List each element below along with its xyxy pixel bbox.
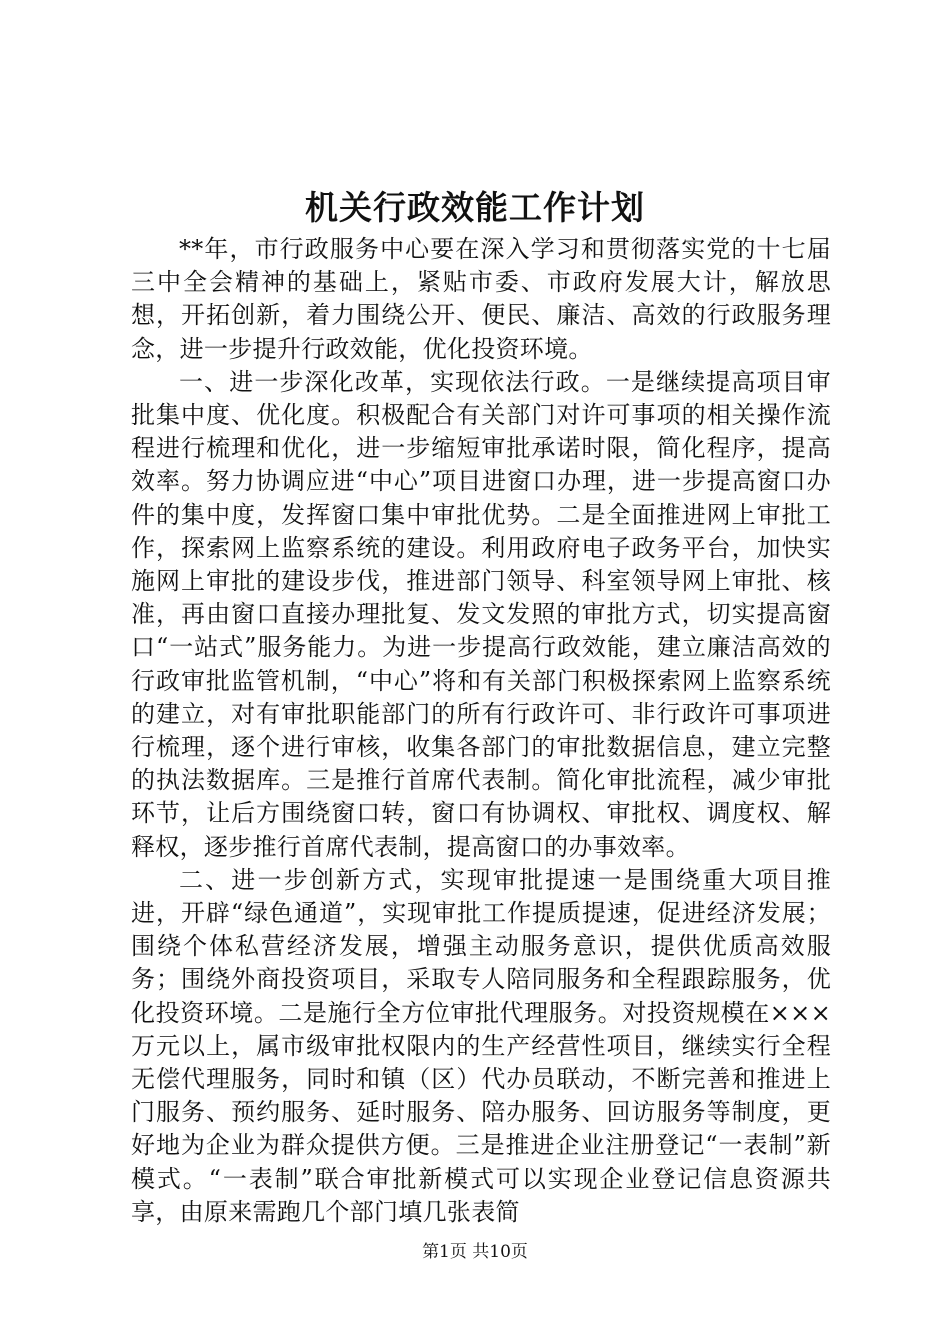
section-two-paragraph: 二、进一步创新方式，实现审批提速一是围绕重大项目推进，开辟“绿色通道”，实现审批工作提质提速，促进经济发展；围绕个体私营经济发展，增强主动服务意识，提供优质高效服务；围绕外商投资项目，采取专人陪同服务和全程跟踪服务，优化投资环境。二是施行全方位审批代理服务。对投资规模在×××万元以上，属市级审批权限内的生产经营性项目，继续实行全程无偿代理服务，同时和镇（区）代办员联动，不断完善和推进上门服务、预约服务、延时服务、陪办服务、回访服务等制度，更好地为企业为群众提供方便。三是推进企业注册登记“一表制”新模式。“一表制”联合审批新模式可以实现企业登记信息资源共享，由原来需跑几个部门填几张表简 xyxy=(131,865,831,1226)
page-number-footer: 第1页 共10页 xyxy=(422,1242,528,1262)
intro-paragraph: **年，市行政服务中心要在深入学习和贯彻落实党的十七届三中全会精神的基础上，紧贴市委、市政府发展大计，解放思想，开拓创新，着力围绕公开、便民、廉洁、高效的行政服务理念，进一步提升行政效能，优化投资环境。 xyxy=(131,235,831,363)
document-body xyxy=(131,233,831,1229)
section-one-paragraph: 一、进一步深化改革，实现依法行政。一是继续提高项目审批集中度、优化度。积极配合有关部门对许可事项的相关操作流程进行梳理和优化，进一步缩短审批承诺时限，简化程序，提高效率。努力协调应进“中心”项目进窗口办理，进一步提高窗口办件的集中度，发挥窗口集中审批优势。二是全面推进网上审批工作，探索网上监察系统的建设。利用政府电子政务平台，加快实施网上审批的建设步伐，推进部门领导、科室领导网上审批、核准，再由窗口直接办理批复、发文发照的审批方式，切实提高窗口“一站式”服务能力。为进一步提高行政效能，建立廉洁高效的行政审批监管机制，“中心”将和有关部门积极探索网上监察系统的建立，对有审批职能部门的所有行政许可、非行政许可事项进行梳理，逐个进行审核，收集各部门的审批数据信息，建立完整的执法数据库。三是推行首席代表制。简化审批流程，减少审批环节，让后方围绕窗口转，窗口有协调权、审批权、调度权、解释权，逐步推行首席代表制，提高窗口的办事效率。 xyxy=(131,367,831,861)
document-title: 机关行政效能工作计划 xyxy=(305,188,645,227)
